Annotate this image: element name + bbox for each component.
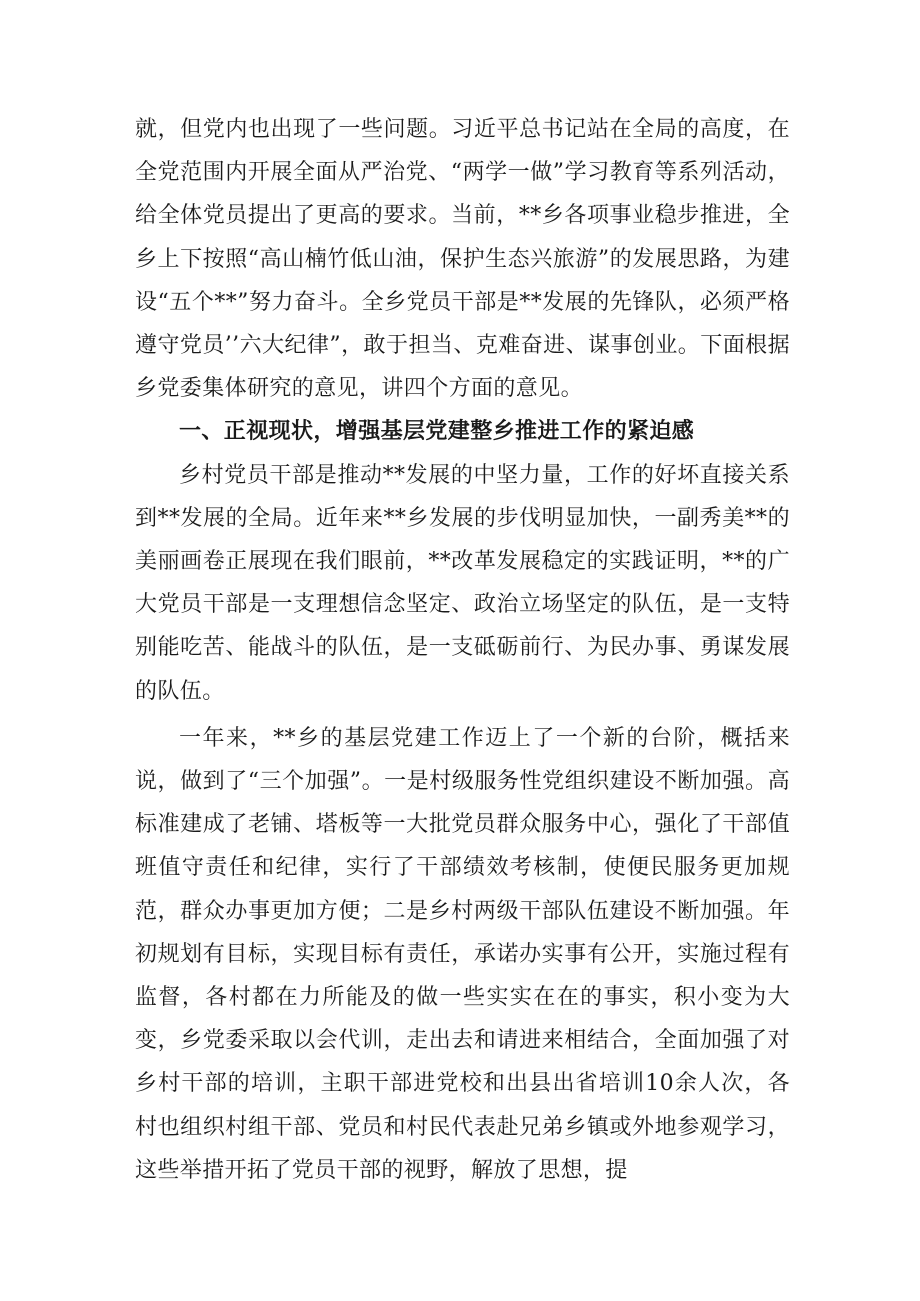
document-body bbox=[135, 108, 790, 1192]
paragraph-intro-continued: 就，但党内也出现了一些问题。习近平总书记站在全局的高度，在全党范围内开展全面从严治党、“两学一做”学习教育等系列活动，给全体党员提出了更高的要求。当前，**乡各项事业稳步推进，全乡上下按照“高山楠竹低山油，保护生态兴旅游”的发展思路，为建设“五个**”努力奋斗。全乡党员干部是**发展的先锋队，必须严格遵守党员’’六大纪律”，敢于担当、克难奋进、谋事创业。下面根据乡党委集体研究的意见，讲四个方面的意见。 bbox=[135, 117, 790, 402]
paragraph-year-review: 一年来，**乡的基层党建工作迈上了一个新的台阶，概括来说，做到了“三个加强”。一是村级服务性党组织建设不断加强。高标准建成了老铺、塔板等一大批党员群众服务中心，强化了干部值班值守责任和纪律，实行了干部绩效考核制，使便民服务更加规范，群众办事更加方便；二是乡村两级干部队伍建设不断加强。年初规划有目标，实现目标有责任，承诺办实事有公开，实施过程有监督，各村都在力所能及的做一些实实在在的事实，积小变为大变，乡党委采取以会代训，走出去和请进来相结合，全面加强了对乡村干部的培训，主职干部进党校和出县出省培训10余人次，各村也组织村组干部、党员和村民代表赴兄弟乡镇或外地参观学习，这些举措开拓了党员干部的视野，解放了思想，提 bbox=[135, 725, 790, 1183]
paragraph-party-cadres: 乡村党员干部是推动**发展的中坚力量，工作的好坏直接关系到**发展的全局。近年来**乡发展的步伐明显加快，一副秀美**的美丽画卷正展现在我们眼前，**改革发展稳定的实践证明，**的广大党员干部是一支理想信念坚定、政治立场坚定的队伍，是一支特别能吃苦、能战斗的队伍，是一支砥砺前行、为民办事、勇谋发展的队伍。 bbox=[135, 462, 790, 704]
section-heading-1: 一、正视现状，增强基层党建整乡推进工作的紧迫感 bbox=[179, 419, 695, 445]
